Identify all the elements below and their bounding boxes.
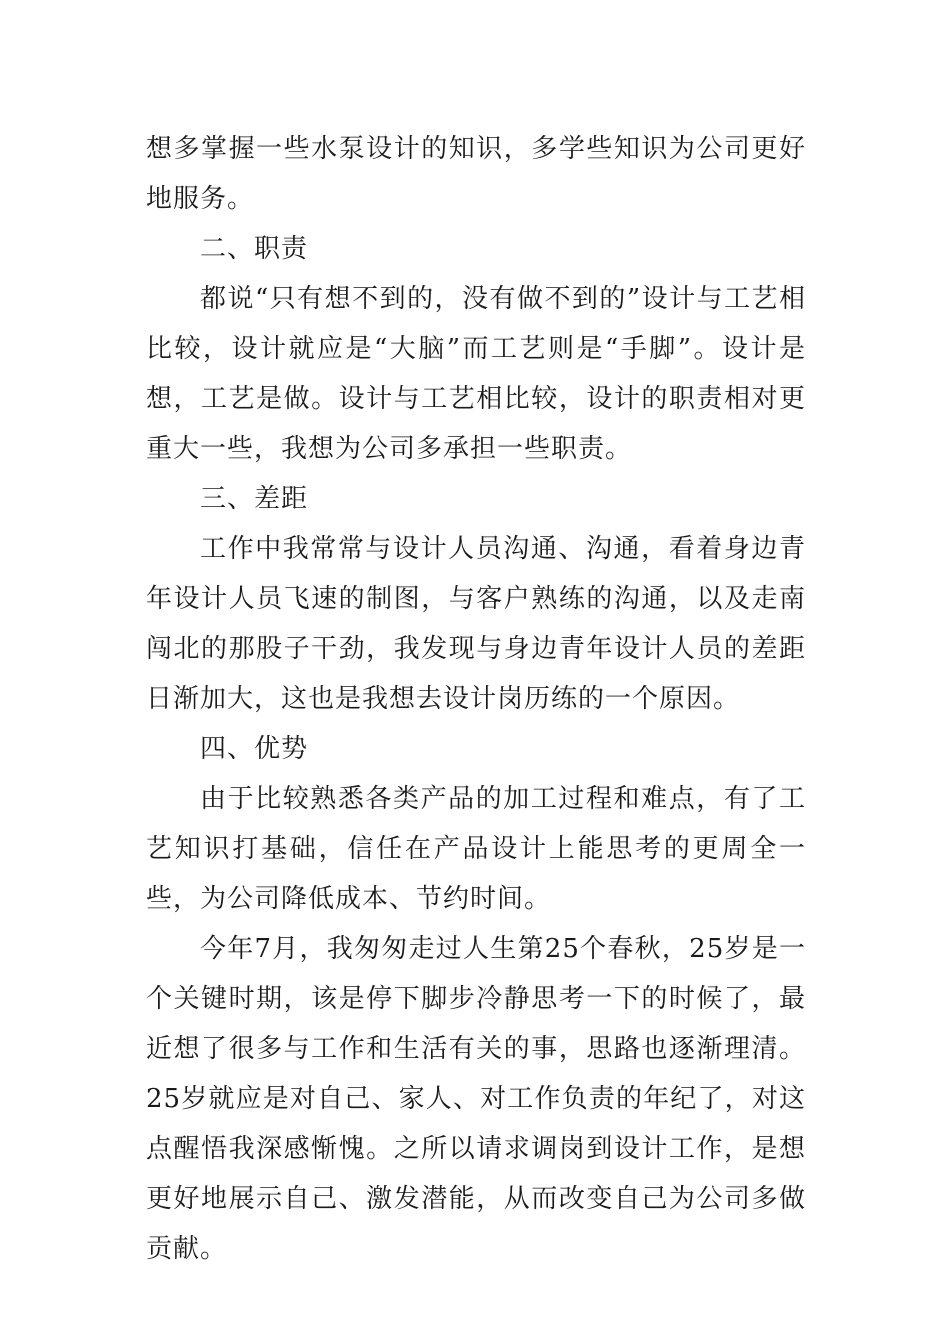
paragraph-conclusion: 今年7月，我匆匆走过人生第25个春秋，25岁是一个关键时期，该是停下脚步冷静思考一下的时候了，最近想了很多与工作和生活有关的事，思路也逐渐理清。25岁就应是对自己、家人、对工作负责的年纪了，对这点醒悟我深感惭愧。之所以请求调岗到设计工作，是想更好地展示自己、激发潜能，从而改变自己为公司多做贡献。 [146,934,806,1264]
paragraph-duties: 都说“只有想不到的，没有做不到的”设计与工艺相比较，设计就应是“大脑”而工艺则是“手脚”。设计是想，工艺是做。设计与工艺相比较，设计的职责相对更重大一些，我想为公司多承担一些职责。 [146,284,806,464]
section-heading-duties: 二、职责 [200,234,309,264]
paragraph-continuation: 想多掌握一些水泵设计的知识，多学些知识为公司更好地服务。 [146,134,806,214]
section-heading-gap: 三、差距 [200,484,309,514]
body-text [146,124,806,1274]
section-heading-advantages: 四、优势 [200,734,309,764]
paragraph-gap: 工作中我常常与设计人员沟通、沟通，看着身边青年设计人员飞速的制图，与客户熟练的沟通，以及走南闯北的那股子干劲，我发现与身边青年设计人员的差距日渐加大，这也是我想去设计岗历练的一个原因。 [146,534,806,714]
paragraph-advantages: 由于比较熟悉各类产品的加工过程和难点，有了工艺知识打基础，信任在产品设计上能思考的更周全一些，为公司降低成本、节约时间。 [146,784,806,914]
